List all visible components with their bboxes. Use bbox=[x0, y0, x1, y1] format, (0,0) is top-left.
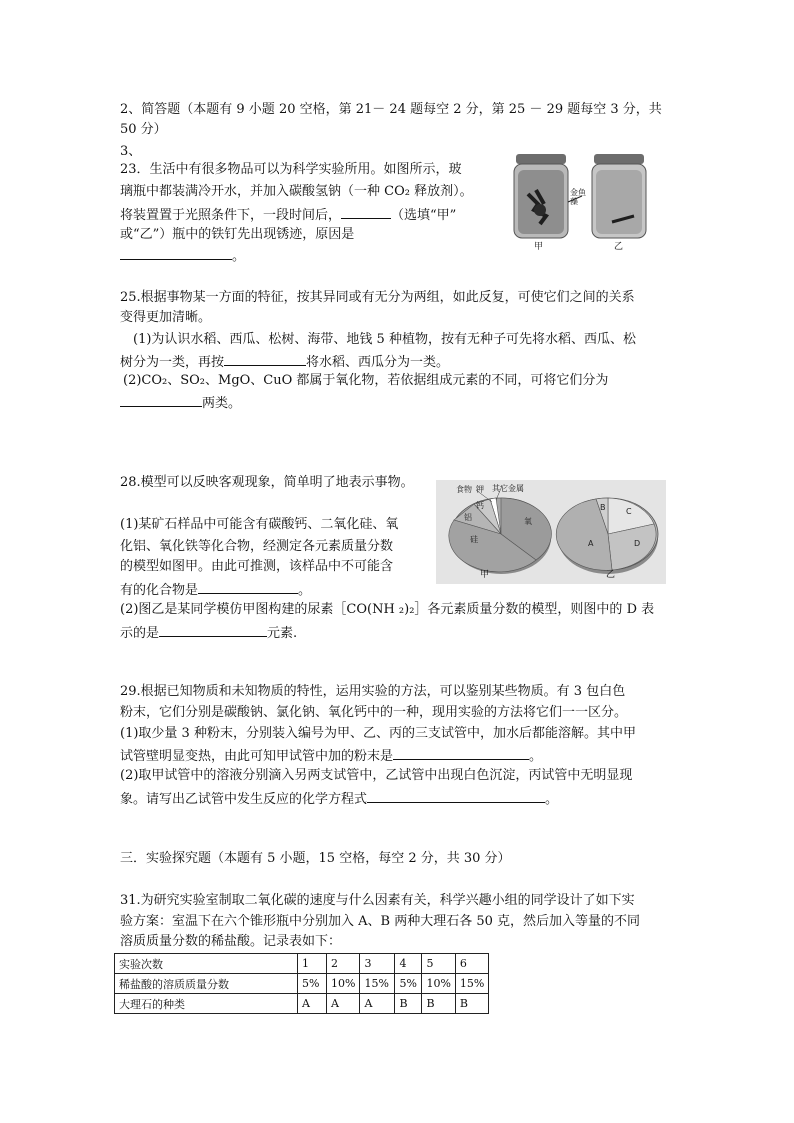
q29-line1: 29.根据已知物质和未知物质的特性，运用实验的方法，可以鉴别某些物质。有 3 包白色 bbox=[120, 684, 626, 699]
q25-line2: 变得更加清晰。 bbox=[120, 310, 212, 325]
table-cell: B bbox=[422, 994, 455, 1014]
q29-answer-blank-2[interactable] bbox=[367, 789, 545, 803]
q23-line2: 璃瓶中都装满冷开水，并加入碳酸氢钠（一种 CO₂ 释放剂）。 bbox=[120, 184, 473, 199]
q28-line2: (1)某矿石样品中可能含有碳酸钙、二氧化硅、氧 bbox=[120, 517, 399, 532]
pie-left-label-other: 其它金属 bbox=[492, 484, 524, 493]
table-cell: 4 bbox=[395, 954, 422, 974]
q29-line2: 粉末，它们分别是碳酸钠、氯化钠、氧化钙中的一种，现用实验的方法将它们一一区分。 bbox=[120, 705, 628, 720]
table-cell: 2 bbox=[327, 954, 360, 974]
pie-right-label-c: C bbox=[626, 507, 632, 516]
pie-right-label-a: A bbox=[588, 539, 594, 548]
q28-line1: 28.模型可以反映客观现象，简单明了地表示事物。 bbox=[120, 475, 414, 490]
q28-line7: 示的是 元素. bbox=[120, 623, 297, 643]
q28-line4: 的模型如图甲。由此可推测，该样品中不可能含 bbox=[120, 559, 394, 574]
q31-line3: 溶质质量分数的稀盐酸。记录表如下： bbox=[120, 934, 342, 949]
table-cell: 10% bbox=[327, 974, 360, 994]
q28-answer-blank-1[interactable] bbox=[198, 580, 298, 594]
table-cell: 6 bbox=[455, 954, 488, 974]
q29-answer-blank-1[interactable] bbox=[393, 746, 529, 760]
pie-left-label-ca: 钙 bbox=[476, 501, 484, 510]
table-cell: 15% bbox=[360, 974, 395, 994]
table-cell: A bbox=[360, 994, 395, 1014]
q28-fig-label-yi: 乙 bbox=[606, 570, 616, 580]
pie-left-label-o: 氧 bbox=[524, 517, 532, 526]
q29-line3: (1)取少量 3 种粉末，分别装入编号为甲、乙、丙的三支试管中，加水后都能溶解。其中甲 bbox=[120, 726, 636, 741]
table-cell: 5% bbox=[395, 974, 422, 994]
section3-title: 三．实验探究题（本题有 5 小题，15 空格，每空 2 分，共 30 分） bbox=[120, 851, 511, 866]
q29-line5: (2)取甲试管中的溶液分别滴入另两支试管中，乙试管中出现白色沉淀，丙试管中无明显现 bbox=[120, 768, 633, 783]
section2-title: 2、简答题（本题有 9 小题 20 空格，第 21－ 24 题每空 2 分，第 25 － 29 题每空 3 分，共 bbox=[120, 102, 662, 117]
q25-line1: 25.根据事物某一方面的特征，按其异同或有无分为两组，如此反复，可使它们之间的关系 bbox=[120, 290, 635, 305]
q28-line6: (2)图乙是某同学模仿甲图构建的尿素［CO(NH ₂)₂］各元素质量分数的模型，则图中的 D 表 bbox=[120, 602, 655, 617]
table-cell: 15% bbox=[455, 974, 488, 994]
q28-line3: 化铝、氧化铁等化合物，经测定各元素质量分数 bbox=[120, 539, 394, 554]
table-cell: B bbox=[455, 994, 488, 1014]
q23-answer-blank-2[interactable] bbox=[120, 246, 232, 260]
q31-record-table bbox=[114, 953, 489, 1014]
pie-left-label-si: 硅 bbox=[470, 535, 478, 544]
q23-answer-blank-1[interactable] bbox=[341, 205, 391, 219]
q23-fig-label-jia: 甲 bbox=[534, 242, 544, 252]
pie-left-label-al: 铝 bbox=[464, 513, 472, 522]
q25-answer-blank-2[interactable] bbox=[120, 393, 202, 407]
q29-line4: 试管壁明显变热，由此可知甲试管中加的粉末是 。 bbox=[120, 746, 542, 766]
q28-line5: 有的化合物是 。 bbox=[120, 580, 311, 600]
q23-line1: 23．生活中有很多物品可以为科学实验所用。如图所示，玻 bbox=[120, 162, 462, 177]
pie-right-label-d: D bbox=[634, 539, 641, 548]
q-stub: 3、 bbox=[120, 144, 142, 159]
section2-title-cont: 50 分） bbox=[120, 122, 167, 137]
q23-line4: 或“乙”）瓶中的铁钉先出现锈迹，原因是 bbox=[120, 227, 355, 242]
q25-line4: 树分为一类，再按 将水稻、西瓜分为一类。 bbox=[120, 352, 449, 372]
table-cell: 大理石的种类 bbox=[115, 994, 298, 1014]
table-row bbox=[115, 974, 489, 994]
table-cell: 5% bbox=[298, 974, 327, 994]
q31-line1: 31.为研究实验室制取二氧化碳的速度与什么因素有关，科学兴趣小组的同学设计了如下实 bbox=[120, 893, 635, 908]
table-row bbox=[115, 954, 489, 974]
table-cell: A bbox=[327, 994, 360, 1014]
q28-fig-label-jia: 甲 bbox=[480, 570, 490, 580]
pie-left-label-food: 食物 bbox=[456, 485, 472, 494]
q25-line6: 两类。 bbox=[120, 393, 241, 413]
q25-answer-blank-1[interactable] bbox=[224, 352, 306, 366]
table-cell: B bbox=[395, 994, 422, 1014]
q25-line3: (1)为认识水稻、西瓜、松树、海带、地钱 5 种植物，按有无种子可先将水稻、西瓜、松 bbox=[133, 332, 636, 347]
q23-fig-annotation: 金鱼藻 bbox=[570, 188, 586, 206]
q23-line3: 将装置置于光照条件下，一段时间后， （选填“甲” bbox=[120, 205, 456, 225]
table-cell: 1 bbox=[298, 954, 327, 974]
table-cell: 10% bbox=[422, 974, 455, 994]
table-cell: A bbox=[298, 994, 327, 1014]
pie-left-label-k: 钾 bbox=[476, 485, 484, 494]
q31-line2: 验方案：室温下在六个锥形瓶中分别加入 A、B 两种大理石各 50 克，然后加入等量的不同 bbox=[120, 914, 641, 929]
q23-fig-label-yi: 乙 bbox=[614, 242, 624, 252]
q23-line5: 。 bbox=[120, 246, 245, 266]
table-cell: 3 bbox=[360, 954, 395, 974]
q29-line6: 象。请写出乙试管中发生反应的化学方程式 。 bbox=[120, 789, 558, 809]
q28-answer-blank-2[interactable] bbox=[159, 623, 267, 637]
table-row bbox=[115, 994, 489, 1014]
table-cell: 稀盐酸的溶质质量分数 bbox=[115, 974, 298, 994]
table-cell: 实验次数 bbox=[115, 954, 298, 974]
pie-right-label-b: B bbox=[600, 503, 606, 512]
q25-line5: (2)CO₂、SO₂、MgO、CuO 都属于氧化物，若依据组成元素的不同，可将它们分为 bbox=[123, 373, 609, 388]
q28-pie-figure bbox=[436, 480, 666, 584]
table-cell: 5 bbox=[422, 954, 455, 974]
